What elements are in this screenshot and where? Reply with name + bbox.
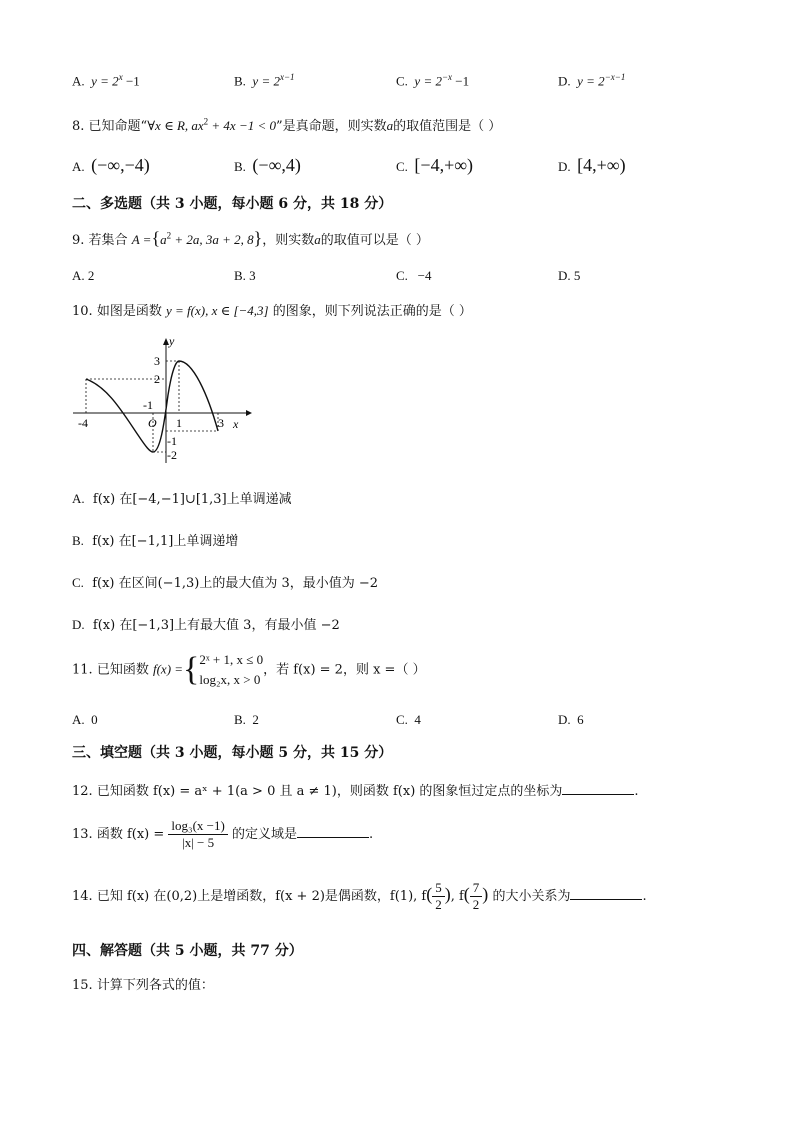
section-4-heading: 四、解答题（共 5 小题，共 77 分） xyxy=(72,943,303,959)
q9-option-c: C. −4 xyxy=(396,268,432,283)
tick-x3: 3 xyxy=(218,416,224,430)
q8-option-a: A. (−∞,−4) xyxy=(72,155,150,175)
q10-option-a: A. f(x) 在[−4,−1]∪[1,3]上单调递减 xyxy=(72,491,292,507)
tick-x-4: -4 xyxy=(78,416,88,430)
q13-answer-blank[interactable] xyxy=(297,825,369,838)
q11-stem: 11. 已知函数 f(x) ={ 2ˣ + 1, x ≤ 0 log₂x, x > 0 ，若 f(x) = 2，则 x =（ ） xyxy=(72,651,426,688)
section-3-heading: 三、填空题（共 3 小题，每小题 5 分，共 15 分） xyxy=(72,745,393,761)
section-2-heading: 二、多选题（共 3 小题，每小题 6 分，共 18 分） xyxy=(72,196,393,212)
q8-stem: 8. 已知命题“∀x ∈ R, $ax^2 + 4x -1 < 0$”是真命题，则实数a的取值范围是（ ） xyxy=(72,116,502,134)
tick-y-2: -2 xyxy=(167,448,177,462)
q14-answer-blank[interactable] xyxy=(570,887,642,900)
q7-option-d: D. $y = 2^{-x-1}$ xyxy=(558,72,626,89)
q7-option-c: C. $y = 2^{-x} -1$ xyxy=(396,72,470,89)
q13-stem: 13. 函数 f(x) = $\frac{\text{log₃(x −1)}}{|x| - 5}$ 的定义域是 . xyxy=(72,818,374,850)
q9-stem: 9. 若集合 $A =\{a^2 + 2a$, 3a + 2, 8}，则实数a的取值可以是（ ） xyxy=(72,228,429,248)
q13-denominator: |x| − 5 xyxy=(182,835,215,850)
q10-option-d: D. f(x) 在[−1,3]上有最大值 3，有最小值 −2 xyxy=(72,617,340,633)
q9-option-a: A. 2 xyxy=(72,268,95,283)
q10-function-graph xyxy=(68,335,258,465)
q13-numerator: log₃(x −1) xyxy=(168,818,227,835)
q7-option-b: B. $y = 2^{x-1}$ xyxy=(234,72,295,89)
q11-option-b: B. 2 xyxy=(234,712,259,727)
q9-option-b: B. 3 xyxy=(234,268,256,283)
q12-answer-blank[interactable] xyxy=(562,782,634,795)
tick-x1: 1 xyxy=(176,416,182,430)
q11-option-c: C. 4 xyxy=(396,712,421,727)
q11-option-a: A. 0 xyxy=(72,712,98,727)
q9-option-d: D. 5 xyxy=(558,268,581,283)
q10-stem: 10. 如图是函数 y = f(x), x ∈ [−4,3] 的图象，则下列说法正确的是（ ） xyxy=(72,303,472,319)
tick-y3: 3 xyxy=(154,354,160,368)
origin-label: O xyxy=(148,416,157,430)
tick-y-1: -1 xyxy=(167,434,177,448)
q8-option-d: D. [4,+∞) xyxy=(558,155,626,175)
y-axis-label: y xyxy=(169,335,175,348)
q15-stem: 15. 计算下列各式的值： xyxy=(72,978,214,993)
x-axis-arrow-icon xyxy=(246,410,252,416)
q8-option-c: C. [−4,+∞) xyxy=(396,155,474,175)
q14-stem: 14. 已知 f(x) 在(0,2)上是增函数，f(x + 2)是偶函数，f(1), f( $\frac{5}{2}$ ), f( $\frac{7}{2}$ ) 的大小关系为 . xyxy=(72,880,647,912)
q11-option-d: D. 6 xyxy=(558,712,584,727)
x-axis-label: x xyxy=(233,417,239,431)
tick-y2: 2 xyxy=(154,372,160,386)
q7-option-a: A. $y = 2^x -1$ xyxy=(72,72,140,89)
q10-option-b: B. f(x) 在[−1,1]上单调递增 xyxy=(72,533,239,549)
tick-x-1: -1 xyxy=(143,398,153,412)
q10-option-c: C. f(x) 在区间(−1,3)上的最大值为 3，最小值为 −2 xyxy=(72,575,379,591)
q12-stem: 12. 已知函数 f(x) = aˣ + 1(a > 0 且 a ≠ 1)，则函数 f(x) 的图象恒过定点的坐标为 . xyxy=(72,784,639,799)
q8-option-b: B. (−∞,4) xyxy=(234,155,301,175)
